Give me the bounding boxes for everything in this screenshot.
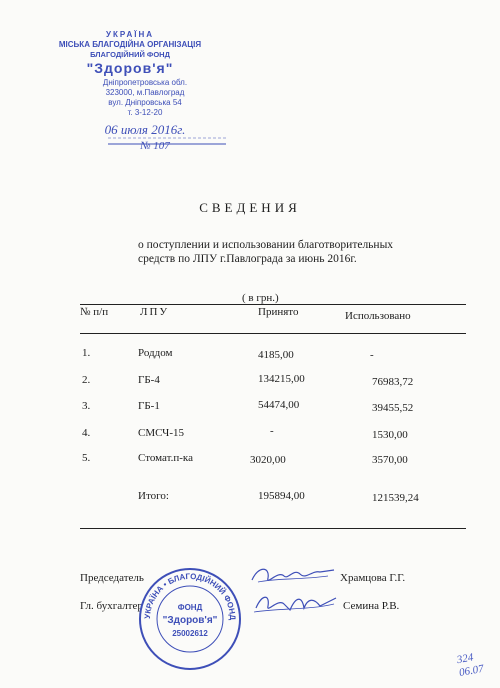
svg-text:25002612: 25002612 bbox=[172, 629, 208, 638]
corner-note bbox=[456, 650, 485, 680]
table-bottom-rule bbox=[80, 528, 466, 529]
row-2-num: 2. bbox=[82, 374, 91, 386]
stamp-org-line1: МІСЬКА БЛАГОДІЙНА ОРГАНІЗАЦІЯ bbox=[58, 40, 202, 49]
stamp-org-name: "Здоров'я" bbox=[86, 60, 174, 76]
table-top-rule bbox=[80, 304, 466, 305]
subtitle-line-1: о поступлении и использовании благотворительных bbox=[138, 239, 394, 251]
stamp-number: № 107 bbox=[140, 140, 170, 152]
svg-text:ФОНД: ФОНД bbox=[177, 603, 203, 612]
row-1-received: 4185,00 bbox=[258, 349, 294, 361]
round-seal-icon bbox=[137, 566, 243, 672]
stamp-date: 06 июля 2016г. bbox=[104, 122, 186, 137]
stamp-org-line2: БЛАГОДІЙНИЙ ФОНД bbox=[90, 50, 170, 59]
row-5-used: 3570,00 bbox=[372, 454, 408, 466]
header-received: Принято bbox=[258, 306, 299, 318]
chairman-name: Храмцова Г.Г. bbox=[340, 572, 406, 584]
document-title: СВЕДЕНИЯ bbox=[199, 200, 301, 215]
row-3-used: 39455,52 bbox=[372, 402, 414, 414]
row-2-used: 76983,72 bbox=[372, 376, 414, 388]
row-5-num: 5. bbox=[82, 452, 91, 464]
subtitle-line-2: средств по ЛПУ г.Павлограда за июнь 2016г. bbox=[138, 253, 357, 265]
row-3-num: 3. bbox=[82, 400, 91, 412]
stamp-city: 323000, м.Павлоград bbox=[105, 88, 185, 97]
chairman-signature-icon bbox=[248, 560, 338, 590]
accountant-signature-icon bbox=[250, 590, 340, 618]
row-5-name: Стомат.п-ка bbox=[138, 452, 193, 464]
stamp-underline-icon bbox=[108, 136, 228, 148]
svg-text:"Здоров'я": "Здоров'я" bbox=[162, 615, 218, 626]
table-header-rule bbox=[80, 333, 466, 334]
accountant-name: Семина Р.В. bbox=[343, 600, 400, 612]
total-received: 195894,00 bbox=[258, 490, 305, 502]
row-1-name: Роддом bbox=[138, 347, 173, 359]
corner-note-line1: 324 bbox=[455, 651, 475, 667]
total-used: 121539,24 bbox=[372, 492, 419, 504]
header-used: Использовано bbox=[345, 310, 411, 322]
row-1-num: 1. bbox=[82, 347, 91, 359]
stamp-region: Дніпропетровська обл. bbox=[102, 78, 188, 87]
row-5-received: 3020,00 bbox=[250, 454, 286, 466]
chairman-title: Председатель bbox=[80, 572, 144, 584]
stamp-country: УКРАЇНА bbox=[105, 30, 155, 39]
row-3-name: ГБ-1 bbox=[138, 400, 160, 412]
stamp-phone: т. 3-12-20 bbox=[127, 108, 163, 117]
header-lpu: ЛПУ bbox=[140, 306, 170, 318]
row-2-received: 134215,00 bbox=[258, 373, 305, 385]
stamp-street: вул. Дніпровська 54 bbox=[108, 98, 182, 107]
row-4-name: СМСЧ-15 bbox=[138, 427, 184, 439]
row-1-used: - bbox=[370, 349, 374, 361]
accountant-title: Гл. бухгалтер bbox=[80, 600, 143, 612]
header-num: № п/п bbox=[80, 306, 109, 318]
row-4-received: - bbox=[270, 425, 274, 437]
row-4-used: 1530,00 bbox=[372, 429, 408, 441]
row-4-num: 4. bbox=[82, 427, 91, 439]
row-2-name: ГБ-4 bbox=[138, 374, 160, 386]
units-label: ( в грн.) bbox=[242, 292, 279, 304]
total-label: Итого: bbox=[138, 490, 169, 502]
document-subtitle bbox=[138, 238, 458, 266]
row-3-received: 54474,00 bbox=[258, 399, 300, 411]
corner-note-line2: 06.07 bbox=[458, 662, 485, 679]
svg-text:УКРАЇНА • БЛАГОДІЙНИЙ ФОНД: УКРАЇНА • БЛАГОДІЙНИЙ ФОНД bbox=[142, 571, 238, 621]
